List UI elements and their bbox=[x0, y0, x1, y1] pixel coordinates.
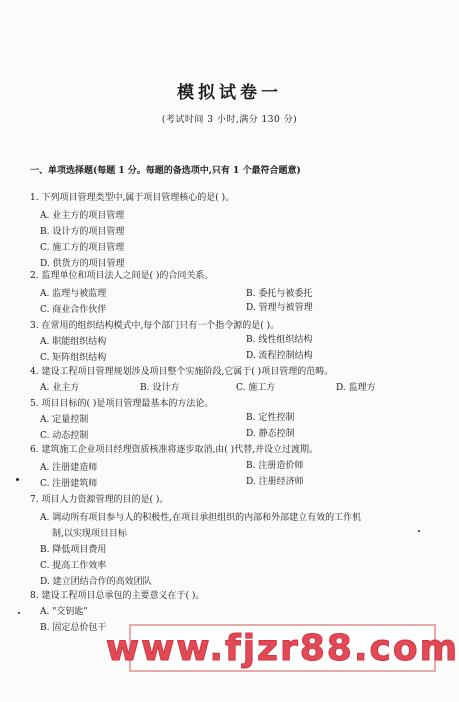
question-2-option-c: C. 商业合作伙伴 bbox=[40, 305, 107, 315]
question-4-option-b: B. 设计方 bbox=[140, 383, 180, 393]
site-watermark: www.fjzr88.com bbox=[129, 624, 436, 672]
question-2-option-a: A. 监理与被监理 bbox=[40, 289, 107, 299]
question-2-option-d: D. 管理与被管理 bbox=[246, 303, 313, 313]
question-7-option-b: B. 降低项目费用 bbox=[40, 545, 107, 555]
question-6-option-d: D. 注册经济师 bbox=[246, 477, 304, 487]
question-3-option-d: D. 流程控制结构 bbox=[246, 351, 313, 361]
question-1-option-d: D. 供货方的项目管理 bbox=[40, 259, 125, 269]
question-7-stem: 7. 项目人力资源管理的目的是( )。 bbox=[30, 495, 169, 505]
question-1-option-b: B. 设计方的项目管理 bbox=[40, 227, 125, 237]
question-6-stem: 6. 建筑施工企业项目经理资质核准将逐步取消,由( )代替,并设立过渡期。 bbox=[30, 445, 319, 455]
question-5-option-b: B. 定性控制 bbox=[246, 413, 295, 423]
question-3-option-b: B. 线性组织结构 bbox=[246, 335, 313, 345]
scan-speck bbox=[18, 612, 20, 614]
question-6-option-a: A. 注册建造师 bbox=[40, 463, 98, 473]
question-5-option-d: D. 静态控制 bbox=[246, 429, 295, 439]
question-1-stem: 1. 下列项目管理类型中,属于项目管理核心的是( )。 bbox=[30, 193, 235, 203]
question-1-option-a: A. 业主方的项目管理 bbox=[40, 211, 125, 221]
scan-speck bbox=[418, 530, 420, 532]
question-7-option-a-continued: 制,以实现项目目标 bbox=[52, 529, 127, 539]
exam-duration-note: (考试时间 3 小时,满分 130 分) bbox=[161, 115, 298, 125]
question-1-option-c: C. 施工方的项目管理 bbox=[40, 243, 125, 253]
question-6-option-c: C. 注册建筑师 bbox=[40, 479, 98, 489]
question-6-option-b: B. 注册造价师 bbox=[246, 461, 304, 471]
question-3-stem: 3. 在常用的组织结构模式中,每个部门只有一个指令源的是( )。 bbox=[30, 321, 280, 331]
section-heading: 一、单项选择题(每题 1 分。每题的备选项中,只有 1 个最符合题意) bbox=[30, 166, 301, 176]
scan-speck bbox=[16, 478, 19, 481]
question-7-option-c: C. 提高工作效率 bbox=[40, 561, 107, 571]
question-4-option-a: A. 业主方 bbox=[40, 383, 80, 393]
question-7-option-a: A. 调动所有项目参与人的积极性,在项目承担组织的内部和外部建立有效的工作机 bbox=[40, 513, 362, 523]
question-8-option-a: A. "交钥匙" bbox=[40, 607, 88, 617]
question-4-option-c: C. 施工方 bbox=[236, 383, 276, 393]
question-4-stem: 4. 建设工程项目管理规划涉及项目整个实施阶段,它属于( )项目管理的范畴。 bbox=[30, 367, 334, 377]
question-3-option-c: C. 矩阵组织结构 bbox=[40, 353, 107, 363]
question-2-stem: 2. 监理单位和项目法人之间是( )的合同关系。 bbox=[30, 271, 214, 281]
question-3-option-a: A. 职能组织结构 bbox=[40, 337, 107, 347]
question-8-stem: 8. 建设工程项目总承包的主要意义在于( )。 bbox=[30, 591, 205, 601]
page-title: 模拟试卷一 bbox=[177, 83, 282, 103]
question-5-stem: 5. 项目目标的( )是项目管理最基本的方法论。 bbox=[30, 399, 214, 409]
question-2-option-b: B. 委托与被委托 bbox=[246, 289, 313, 299]
question-4-option-d: D. 监理方 bbox=[336, 383, 376, 393]
question-5-option-c: C. 动态控制 bbox=[40, 431, 89, 441]
question-8-option-b: B. 固定总价包干 bbox=[40, 623, 107, 633]
question-5-option-a: A. 定量控制 bbox=[40, 415, 89, 425]
question-7-option-d: D. 建立团结合作的高效团队 bbox=[40, 577, 152, 587]
